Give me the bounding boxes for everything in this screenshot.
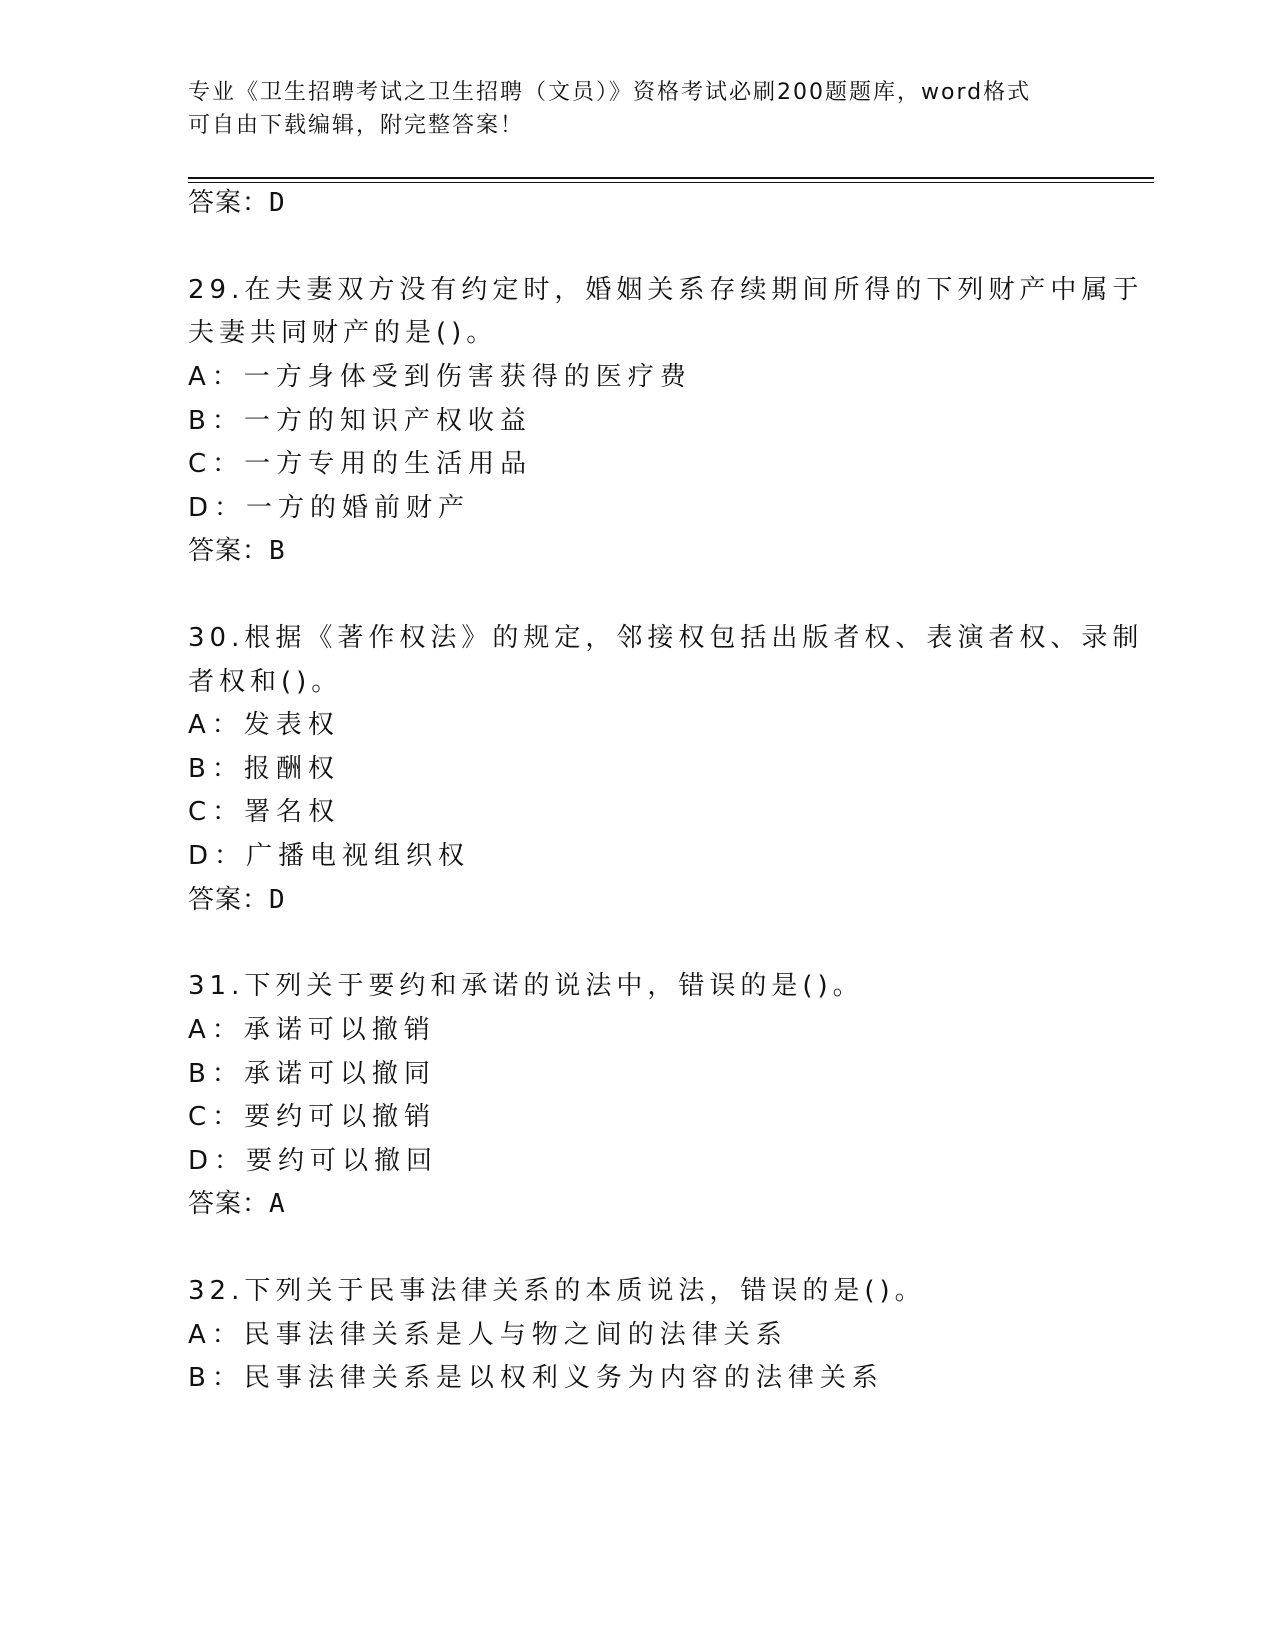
question-30-option-a: A：发表权	[188, 710, 340, 740]
answer-value: B	[269, 536, 286, 566]
question-29-stem-line-1: 29.在夫妻双方没有约定时，婚姻关系存续期间所得的下列财产中属于	[188, 275, 1144, 305]
question-31-option-d: D：要约可以撤回	[188, 1146, 439, 1176]
answer-label: 答案：	[188, 536, 270, 566]
question-30-stem-line-1: 30.根据《著作权法》的规定，邻接权包括出版者权、表演者权、录制	[188, 623, 1144, 653]
question-29-option-a: A：一方身体受到伤害获得的医疗费	[188, 362, 692, 392]
question-29-answer	[188, 536, 286, 566]
question-30-stem-line-2: 者权和()。	[188, 667, 343, 697]
question-32-stem-line-1: 32.下列关于民事法律关系的本质说法，错误的是()。	[188, 1276, 926, 1306]
question-29-option-b: B：一方的知识产权收益	[188, 406, 532, 436]
answer-label: 答案：	[188, 1189, 270, 1219]
question-29-option-d: D：一方的婚前财产	[188, 493, 471, 523]
question-30-answer	[188, 885, 286, 915]
question-30-option-d: D：广播电视组织权	[188, 841, 471, 871]
answer-label: 答案：	[188, 188, 270, 218]
answer-label: 答案：	[188, 885, 270, 915]
header-line-2: 可自由下载编辑，附完整答案！	[188, 113, 525, 138]
question-29-stem-line-2: 夫妻共同财产的是()。	[188, 318, 498, 348]
question-32-option-a: A：民事法律关系是人与物之间的法律关系	[188, 1320, 788, 1350]
question-32-option-b: B：民事法律关系是以权利义务为内容的法律关系	[188, 1363, 884, 1393]
question-31-option-a: A：承诺可以撤销	[188, 1015, 436, 1045]
question-31-answer	[188, 1189, 286, 1219]
question-31-option-c: C：要约可以撤销	[188, 1102, 437, 1132]
question-30-option-b: B：报酬权	[188, 754, 340, 784]
answer-line	[188, 188, 286, 218]
answer-value: A	[269, 1189, 286, 1219]
answer-value: D	[269, 885, 286, 915]
answer-value: D	[269, 188, 286, 218]
question-29-option-c: C：一方专用的生活用品	[188, 449, 533, 479]
question-31-option-b: B：承诺可以撤同	[188, 1059, 436, 1089]
document-header	[188, 76, 1088, 142]
question-31-stem-line-1: 31.下列关于要约和承诺的说法中，错误的是()。	[188, 971, 864, 1001]
question-30-option-c: C：署名权	[188, 797, 341, 827]
header-divider-thin	[188, 182, 1154, 183]
header-divider-thick	[188, 177, 1154, 179]
header-line-1: 专业《卫生招聘考试之卫生招聘（文员）》资格考试必刷200题题库，word格式	[188, 80, 1032, 105]
